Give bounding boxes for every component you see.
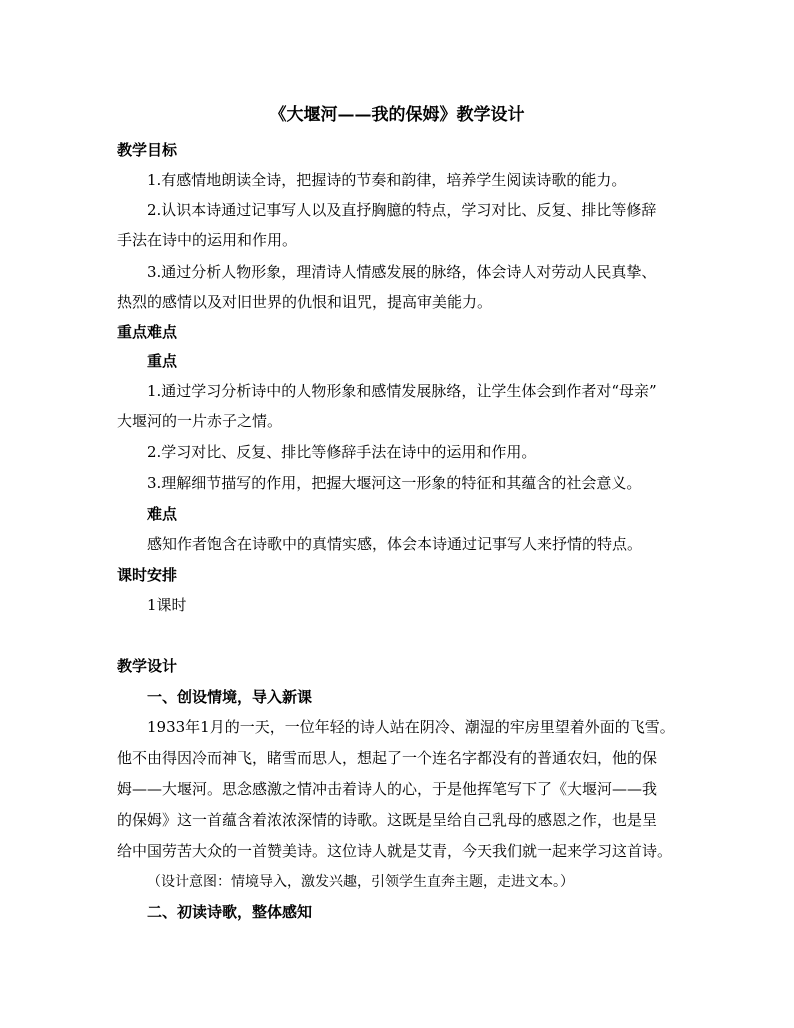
schedule-value: 1课时 <box>147 596 187 614</box>
key-line-1: 1.通过学习分析诗中的人物形象和感情发展脉络，让学生体会到作者对“母亲” <box>147 382 657 400</box>
key-line-3: 2.学习对比、反复、排比等修辞手法在诗中的运用和作用。 <box>147 443 537 461</box>
document-title: 《大堰河——我的保姆》教学设计 <box>269 105 525 125</box>
heading-key-points: 重点难点 <box>117 323 178 341</box>
design-note: （设计意图：情境导入，激发兴趣，引领学生直奔主题，走进文本。） <box>147 874 574 890</box>
key-line-4: 3.理解细节描写的作用，把握大堰河这一形象的特征和其蕴含的社会意义。 <box>147 474 642 492</box>
intro-para-line-1: 1933年1月的一天，一位年轻的诗人站在阴冷、潮湿的牢房里望着外面的飞雪。 <box>147 718 675 736</box>
heading-objectives: 教学目标 <box>117 141 178 159</box>
difficulty-line-1: 感知作者饱含在诗歌中的真情实感，体会本诗通过记事写人来抒情的特点。 <box>147 535 643 553</box>
intro-para-line-2: 他不由得因冷而神飞，睹雪而思人，想起了一个连名字都没有的普通农妇，他的保 <box>117 749 658 767</box>
heading-schedule: 课时安排 <box>117 566 178 584</box>
heading-design: 教学设计 <box>117 657 178 675</box>
intro-para-line-5: 给中国劳苦大众的一首赞美诗。这位诗人就是艾青，今天我们就一起来学习这首诗。 <box>117 842 673 860</box>
objective-line-3: 手法在诗中的运用和作用。 <box>117 231 298 249</box>
objective-line-2: 2.认识本诗通过记事写人以及直抒胸臆的特点，学习对比、反复、排比等修辞 <box>147 201 657 219</box>
objective-line-5: 热烈的感情以及对旧世界的仇恨和诅咒，提高审美能力。 <box>117 293 493 311</box>
objective-line-4: 3.通过分析人物形象，理清诗人情感发展的脉络，体会诗人对劳动人民真挚、 <box>147 263 657 281</box>
intro-para-line-4: 的保姆》这一首蕴含着浓浓深情的诗歌。这既是呈给自己乳母的感恩之作，也是呈 <box>117 811 658 829</box>
step-2-heading: 二、初读诗歌，整体感知 <box>147 903 313 921</box>
objective-line-1: 1.有感情地朗读全诗，把握诗的节奏和韵律，培养学生阅读诗歌的能力。 <box>147 171 627 189</box>
subheading-difficulty: 难点 <box>147 505 178 523</box>
subheading-key: 重点 <box>147 352 178 370</box>
key-line-2: 大堰河的一片赤子之情。 <box>117 412 283 430</box>
intro-para-line-3: 姆——大堰河。思念感激之情冲击着诗人的心，于是他挥笔写下了《大堰河——我 <box>117 780 658 798</box>
step-1-heading: 一、创设情境，导入新课 <box>147 688 313 706</box>
